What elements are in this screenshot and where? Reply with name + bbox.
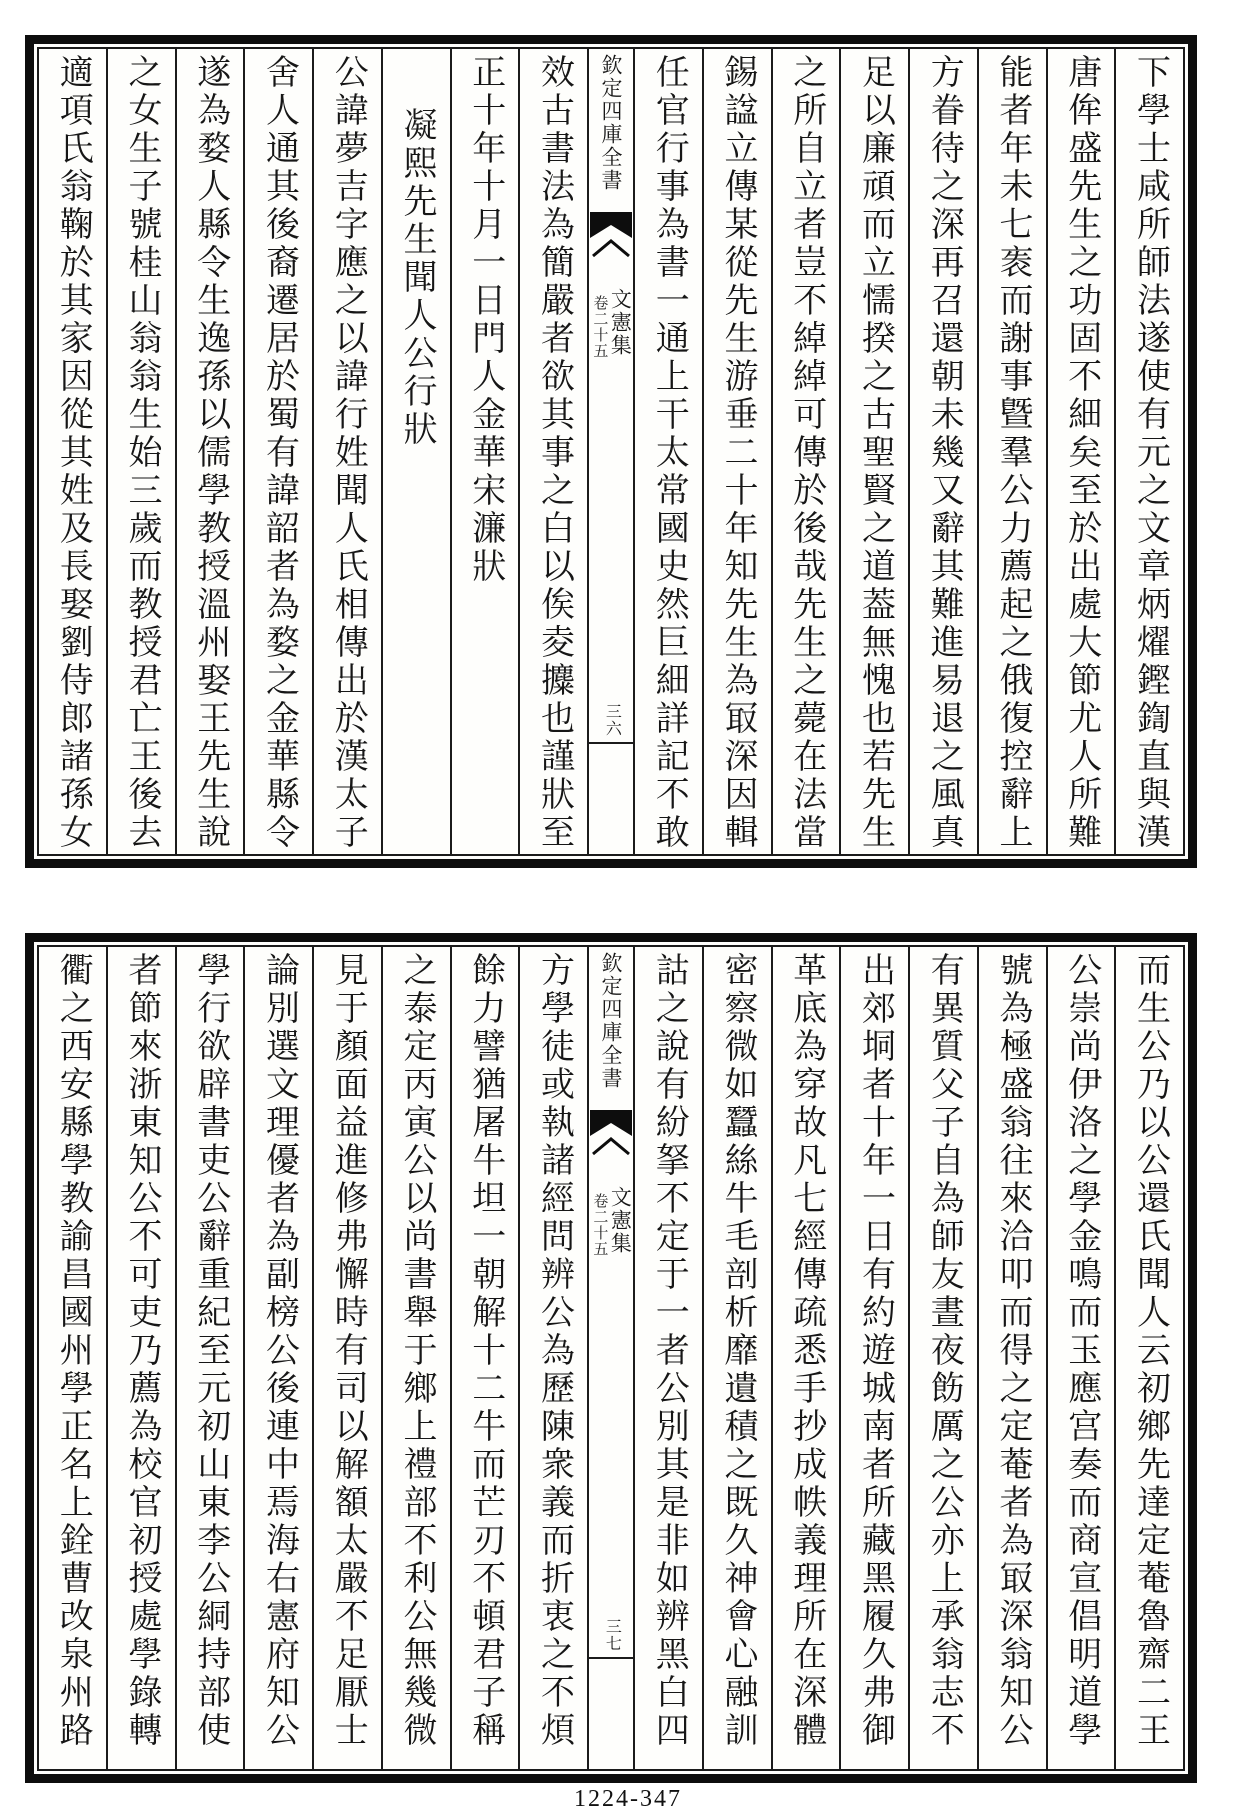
folio-number: 三六: [603, 703, 621, 737]
bottom-col-15: [106, 947, 175, 1769]
banxin-titles: [591, 288, 632, 359]
scan-page-bottom: [25, 933, 1197, 1783]
column-text: 效古書法為簡嚴者欲其事之白以俟夌攗也謹狀至: [535, 54, 573, 852]
top-col-8: [633, 49, 702, 854]
top-col-1: [1114, 49, 1183, 854]
top-col-16: [39, 49, 106, 854]
chapter-label: 卷二十五: [591, 1193, 608, 1257]
column-text: 之泰定丙寅公以尚書舉于鄉上禮部不利公無幾微: [397, 952, 435, 1750]
bottom-col-11: [381, 947, 450, 1769]
column-text: 舍人通其後裔遷居於蜀有諱韶者為婺之金華縣令: [260, 54, 298, 852]
folio-divider: [589, 1657, 633, 1659]
page-code: 1224-347: [574, 1786, 682, 1812]
top-col-4: [908, 49, 977, 854]
column-text: 能者年未七袠而謝事曁羣公力薦起之俄復控辭上: [993, 54, 1031, 852]
page-frame-top: [37, 47, 1185, 856]
column-text: 之女生子號桂山翁翁生始三歲而教授君亡王後去: [122, 54, 160, 852]
column-text: 衢之西安縣學教諭昌國州學正名上銓曹改泉州路: [54, 952, 92, 1750]
column-text: 錫諡立傳某從先生游垂二十年知先生為冣深因輯: [718, 54, 756, 852]
bottom-col-5: [839, 947, 908, 1769]
column-text: 論別選文理優者為副榜公後連中焉海右憲府知公: [260, 952, 298, 1750]
top-col-5: [839, 49, 908, 854]
bottom-col-13: [243, 947, 312, 1769]
top-col-2: [1046, 49, 1115, 854]
column-text: 足以廉頑而立懦揆之古聖賢之道葢無愧也若先生: [856, 54, 894, 852]
folio-number: 三七: [603, 1618, 621, 1652]
banxin-column-top: [587, 49, 633, 854]
banxin-column-bottom: [587, 947, 633, 1769]
column-text: 而生公乃以公還氏聞人云初鄉先達定菴魯齋二王: [1131, 952, 1169, 1750]
banxin-titles: [591, 1186, 632, 1257]
bottom-col-10: [450, 947, 519, 1769]
folio-divider: [589, 742, 633, 744]
top-col-13: [243, 49, 312, 854]
banxin-folio-area: [589, 1618, 633, 1769]
top-col-10: [450, 49, 519, 854]
bottom-col-8: [633, 947, 702, 1769]
column-text: 詁之說有紛拏不定于一者公別其是非如辨黑白四: [650, 952, 688, 1750]
column-text: 密察微如蠶絲牛毛剖析靡遺積之既久神會心融訓: [718, 952, 756, 1750]
bottom-col-4: [908, 947, 977, 1769]
column-text: 正十年十月一日門人金華宋濂狀: [466, 54, 504, 586]
book-title: 文憲集: [608, 1186, 633, 1255]
column-text: 者節來浙東知公不可吏乃薦為校官初授處學錄轉: [122, 952, 160, 1750]
chapter-label: 卷二十五: [591, 295, 608, 359]
column-text: 學行欲辟書吏公辭重紀至元初山東李公絧持部使: [191, 952, 229, 1750]
column-text: 唐侔盛先生之功固不細矣至於出處大節尤人所難: [1062, 54, 1100, 852]
siku-header: 欽定四庫全書: [599, 54, 624, 192]
top-col-15: [106, 49, 175, 854]
banxin-folio-area: [589, 703, 633, 854]
bottom-col-7: [702, 947, 771, 1769]
book-title: 文憲集: [608, 288, 633, 357]
fishtail-icon: [589, 212, 633, 258]
column-text: 出郊垌者十年一日有約遊城南者所藏黑履久弗御: [856, 952, 894, 1750]
top-col-11-section-title: [381, 49, 450, 854]
top-col-6: [771, 49, 840, 854]
column-text: 方眷待之深再召還朝未幾又辭其難進易退之風真: [925, 54, 963, 852]
column-text: 有異質父子自為師友晝夜飭厲之公亦上承翁志不: [925, 952, 963, 1750]
top-col-9: [518, 49, 587, 854]
column-text: 方學徒或執諸經問辨公為歷陳衆義而折衷之不煩: [535, 952, 573, 1750]
top-col-7: [702, 49, 771, 854]
column-text: 餘力譬猶屠牛坦一朝解十二牛而芒刃不頓君子稱: [466, 952, 504, 1750]
column-text: 公諱夢吉字應之以諱行姓聞人氏相傳出於漢太子: [329, 54, 367, 852]
column-text: 任官行事為書一通上干太常國史然巨細詳記不敢: [650, 54, 688, 852]
page-frame-bottom: [37, 945, 1185, 1771]
bottom-col-3: [977, 947, 1046, 1769]
fishtail-icon: [589, 1110, 633, 1156]
column-text: 遂為婺人縣令生逸孫以儒學教授溫州娶王先生說: [191, 54, 229, 852]
column-text: 之所自立者豈不綽綽可傳於後哉先生之薨在法當: [787, 54, 825, 852]
bottom-col-12: [312, 947, 381, 1769]
top-col-14: [175, 49, 244, 854]
bottom-col-9: [518, 947, 587, 1769]
section-title-text: 凝熙先生聞人公行狀: [397, 107, 435, 449]
bottom-col-14: [175, 947, 244, 1769]
top-col-12: [312, 49, 381, 854]
column-text: 公崇尚伊洛之學金鳴而玉應宫奏而商宣倡明道學: [1062, 952, 1100, 1750]
scan-page-top: [25, 35, 1197, 868]
column-text: 下學士咸所師法遂使有元之文章炳燿鏗鍧直與漢: [1131, 54, 1169, 852]
top-col-3: [977, 49, 1046, 854]
column-text: 適項氏翁鞠於其家因從其姓及長娶劉侍郎諸孫女: [54, 54, 92, 852]
bottom-col-2: [1046, 947, 1115, 1769]
bottom-col-16: [39, 947, 106, 1769]
column-text: 見于顏面益進修弗懈時有司以解額太嚴不足厭士: [329, 952, 367, 1750]
column-text: 號為極盛翁往來洽叩而得之定菴者為冣深翁知公: [993, 952, 1031, 1750]
bottom-col-6: [771, 947, 840, 1769]
bottom-col-1: [1114, 947, 1183, 1769]
siku-header: 欽定四庫全書: [599, 952, 624, 1090]
column-text: 革底為穿故凡七經傳疏悉手抄成帙義理所在深體: [787, 952, 825, 1750]
